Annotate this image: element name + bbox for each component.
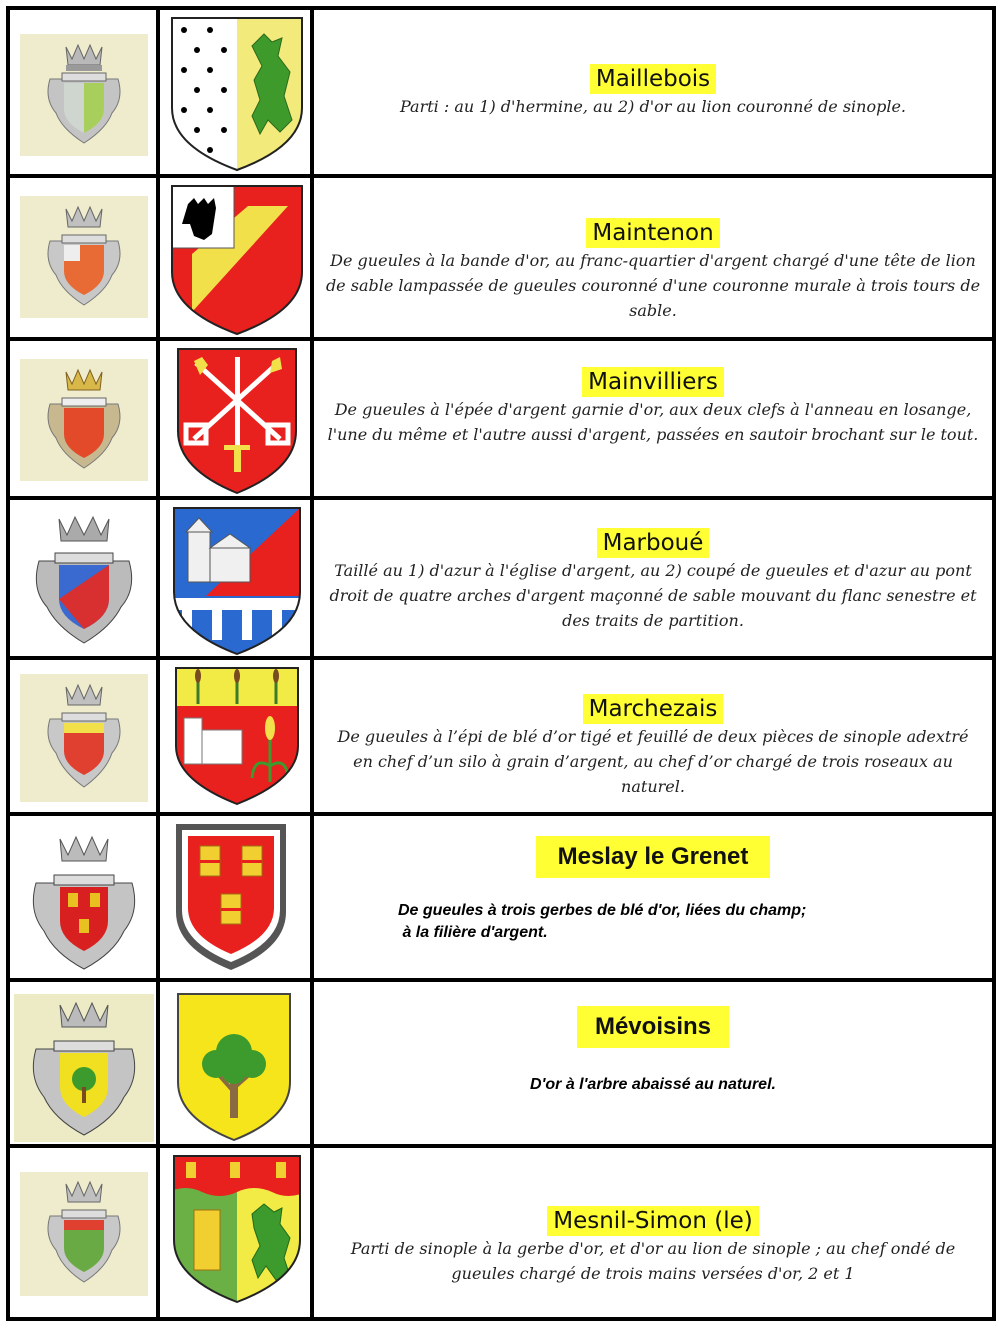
coat-of-arms-cell <box>160 660 314 812</box>
blazon-text: D'or à l'arbre abaissé au naturel. <box>530 1076 776 1093</box>
commune-name: Mévoisins <box>577 1006 729 1048</box>
coat-of-arms-mainvilliers <box>168 347 306 495</box>
pin-photo-cell <box>10 1148 160 1317</box>
pin-photo-cell <box>10 982 160 1144</box>
wheat-sheaf-icon <box>194 1210 220 1270</box>
table-row <box>10 178 992 341</box>
pin-photo <box>20 1172 148 1296</box>
pin-photo-cell <box>10 660 160 812</box>
armorial-table <box>6 6 996 1321</box>
pin-photo-cell <box>10 341 160 496</box>
crown-pin-icon <box>36 679 132 797</box>
pin-photo <box>14 994 154 1142</box>
pin-photo-cell <box>10 500 160 656</box>
blazon-text-line: à la filière d'argent. <box>398 924 548 941</box>
commune-name: Meslay le Grenet <box>536 836 771 878</box>
commune-name: Mainvilliers <box>582 367 724 397</box>
pin-photo <box>20 506 148 652</box>
commune-name: Marchezais <box>583 694 724 724</box>
table-row <box>10 10 992 178</box>
description-cell <box>314 341 992 496</box>
pin-photo <box>20 34 148 156</box>
crown-pin-icon <box>36 201 132 313</box>
coat-of-arms-marboue <box>168 506 306 656</box>
pin-photo <box>20 674 148 802</box>
description-cell <box>314 10 992 174</box>
description-cell <box>314 1148 992 1317</box>
coat-of-arms-maintenon <box>168 184 306 336</box>
pin-photo <box>20 196 148 318</box>
blazon-text: Parti : au 1) d'hermine, au 2) d'or au lion couronné de sinople. <box>399 97 907 116</box>
description-cell <box>314 500 992 656</box>
table-row <box>10 816 992 982</box>
coat-of-arms-cell <box>160 341 314 496</box>
coat-of-arms-meslay-le-grenet <box>172 822 310 972</box>
blazon-text: De gueules à l’épi de blé d’or tigé et feuillé de deux pièces de sinople adextré en chef d’un silo à grain d’argent, au chef d’or chargé de trois roseaux au naturel. <box>337 727 969 796</box>
coat-of-arms-maillebois <box>168 16 306 172</box>
coat-of-arms-cell <box>160 1148 314 1317</box>
commune-name: Maintenon <box>586 218 719 248</box>
blazon-text: Parti de sinople à la gerbe d'or, et d'or au lion de sinople ; au chef ondé de gueules chargé de trois mains versées d'or, 2 et 1 <box>350 1239 956 1283</box>
coat-of-arms-mesnil-simon <box>168 1154 306 1304</box>
commune-name: Marboué <box>597 528 710 558</box>
crown-pin-icon <box>36 364 132 476</box>
blazon-text: Taillé au 1) d'azur à l'église d'argent, au 2) coupé de gueules et d'azur au pont droit de quatre arches d'argent maçonné de sable mouvant du flanc senestre et des traits de partition. <box>329 561 977 630</box>
coat-of-arms-mevoisins <box>174 992 312 1142</box>
crown-pin-icon <box>24 995 144 1141</box>
coat-of-arms-cell <box>160 816 314 978</box>
coat-of-arms-cell <box>160 500 314 656</box>
pin-photo <box>14 828 154 976</box>
crown-pin-icon <box>36 1176 132 1292</box>
pin-photo-cell <box>10 816 160 978</box>
description-cell <box>314 178 992 337</box>
commune-name: Maillebois <box>590 64 716 94</box>
description-cell <box>314 982 992 1144</box>
crown-pin-icon <box>29 509 139 649</box>
crown-pin-icon <box>36 39 132 151</box>
blazon-text-line: De gueules à trois gerbes de blé d'or, liées du champ; <box>398 902 807 919</box>
coat-of-arms-cell <box>160 982 314 1144</box>
commune-name: Mesnil-Simon (le) <box>547 1206 758 1236</box>
table-row <box>10 660 992 816</box>
sword-icon <box>235 357 240 447</box>
table-row <box>10 341 992 500</box>
coat-of-arms-cell <box>160 10 314 174</box>
table-row <box>10 1148 992 1317</box>
table-row <box>10 982 992 1148</box>
pin-photo-cell <box>10 178 160 337</box>
description-cell <box>314 816 992 978</box>
description-cell <box>314 660 992 812</box>
pin-photo-cell <box>10 10 160 174</box>
coat-of-arms-marchezais <box>168 666 306 806</box>
table-row <box>10 500 992 660</box>
pin-photo <box>20 359 148 481</box>
blazon-text: De gueules à l'épée d'argent garnie d'or, aux deux clefs à l'anneau en losange, l'une du même et l'autre aussi d'argent, passées en sautoir brochant sur le tout. <box>327 400 979 444</box>
blazon-text: De gueules à la bande d'or, au franc-quartier d'argent chargé d'une tête de lion de sable lampassée de gueules couronné d'une couronne murale à trois tours de sable. <box>325 251 981 320</box>
coat-of-arms-cell <box>160 178 314 337</box>
crown-pin-icon <box>24 829 144 975</box>
